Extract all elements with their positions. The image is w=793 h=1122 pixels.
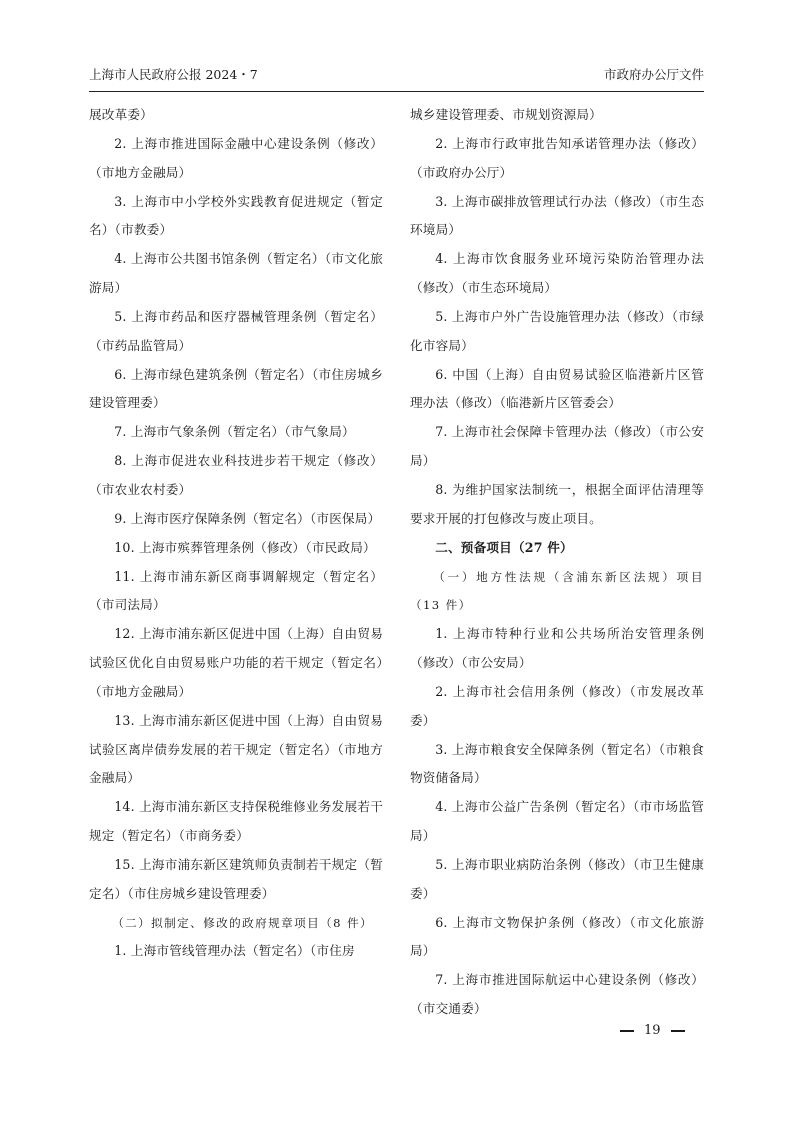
- list-item: 1. 上海市特种行业和公共场所治安管理条例（修改）（市公安局）: [410, 626, 704, 671]
- list-item: 4. 上海市饮食服务业环境污染防治管理办法（修改）（市生态环境局）: [410, 251, 704, 296]
- list-item: 7. 上海市社会保障卡管理办法（修改）（市公安局）: [410, 424, 704, 469]
- list-item: 5. 上海市户外广告设施管理办法（修改）（市绿化市容局）: [410, 308, 704, 353]
- list-item: 9. 上海市医疗保障条例（暂定名）（市医保局）: [114, 510, 381, 526]
- list-item: 3. 上海市粮食安全保障条例（暂定名）（市粮食物资储备局）: [410, 741, 704, 786]
- list-item: 6. 中国（上海）自由贸易试验区临港新片区管理办法（修改）（临港新片区管委会）: [410, 366, 704, 411]
- publication-title: 上海市人民政府公报 2024・7: [89, 67, 258, 82]
- right-column: [410, 101, 704, 1024]
- list-item: 4. 上海市公共图书馆条例（暂定名）（市文化旅游局）: [89, 251, 383, 296]
- list-item: 5. 上海市职业病防治条例（修改）（市卫生健康委）: [410, 856, 704, 901]
- list-item: 7. 上海市推进国际航运中心建设条例（修改）（市交通委）: [410, 972, 704, 1017]
- list-item: 15. 上海市浦东新区建筑师负责制若干规定（暂定名）（市住房城乡建设管理委）: [89, 856, 383, 901]
- list-item: 6. 上海市文物保护条例（修改）（市文化旅游局）: [410, 914, 704, 959]
- list-item: 14. 上海市浦东新区支持保税维修业务发展若干规定（暂定名）（市商务委）: [89, 799, 383, 844]
- list-item: 12. 上海市浦东新区促进中国（上海）自由贸易试验区优化自由贸易账户功能的若干规定（暂定名）（市地方金融局）: [89, 626, 383, 699]
- left-column: [89, 101, 383, 966]
- paragraph-continuation: 城乡建设管理委、市规划资源局）: [410, 107, 602, 122]
- list-item: 3. 上海市碳排放管理试行办法（修改）（市生态环境局）: [410, 193, 704, 238]
- list-item: 8. 为维护国家法制统一，根据全面评估清理等要求开展的打包修改与废止项目。: [410, 481, 704, 526]
- list-item: 5. 上海市药品和医疗器械管理条例（暂定名）（市药品监管局）: [89, 308, 383, 353]
- paragraph-continuation: 展改革委）: [89, 107, 153, 122]
- list-item: 10. 上海市殡葬管理条例（修改）（市民政局）: [114, 539, 376, 555]
- page-header: [89, 62, 704, 88]
- footer-dash-left: [620, 1030, 634, 1032]
- section-heading: 二、预备项目（27 件）: [435, 539, 573, 555]
- list-item: 7. 上海市气象条例（暂定名）（市气象局）: [114, 424, 355, 440]
- subsection-heading: （二）拟制定、修改的政府规章项目（8 件）: [112, 915, 373, 930]
- section-title: 市政府办公厅文件: [603, 67, 704, 82]
- list-item: 2. 上海市推进国际金融中心建设条例（修改）（市地方金融局）: [89, 135, 383, 180]
- subsection-heading: （一）地方性法规（含浦东新区法规）项目（13 件）: [410, 569, 704, 613]
- list-item: 6. 上海市绿色建筑条例（暂定名）（市住房城乡建设管理委）: [89, 366, 383, 411]
- list-item: 4. 上海市公益广告条例（暂定名）（市市场监管局）: [410, 799, 704, 844]
- footer-dash-right: [671, 1030, 685, 1032]
- list-item: 2. 上海市行政审批告知承诺管理办法（修改）（市政府办公厅）: [410, 135, 704, 180]
- list-item: 11. 上海市浦东新区商事调解规定（暂定名）（市司法局）: [89, 568, 383, 613]
- header-rule: [89, 91, 704, 92]
- list-item: 8. 上海市促进农业科技进步若干规定（修改）（市农业农村委）: [89, 453, 383, 497]
- page-number: 19: [644, 1023, 661, 1038]
- page-footer: [620, 1022, 685, 1040]
- list-item: 13. 上海市浦东新区促进中国（上海）自由贸易试验区离岸债券发展的若干规定（暂定名）（市地方金融局）: [89, 712, 383, 786]
- list-item: 3. 上海市中小学校外实践教育促进规定（暂定名）（市教委）: [89, 193, 383, 238]
- list-item: 1. 上海市管线管理办法（暂定名）（市住房: [114, 943, 355, 959]
- list-item: 2. 上海市社会信用条例（修改）（市发展改革委）: [410, 683, 704, 728]
